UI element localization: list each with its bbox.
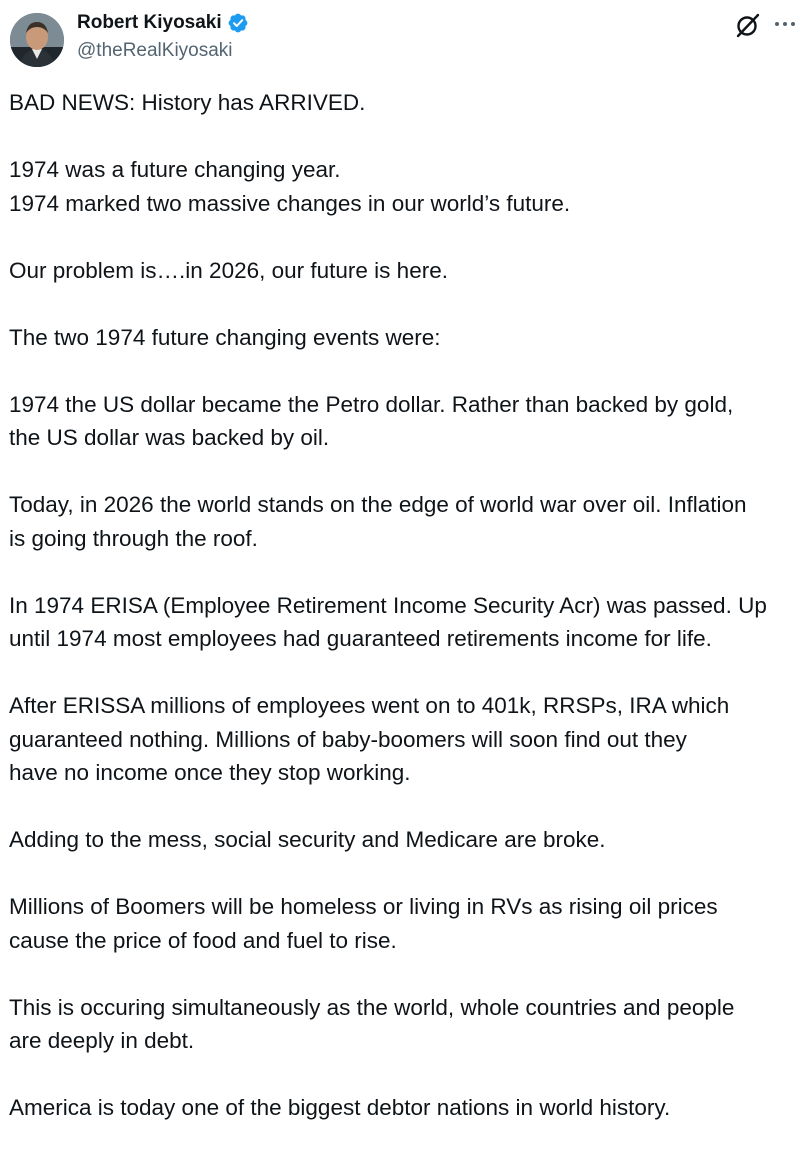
author-name-row (77, 9, 249, 37)
post-line: This is occuring simultaneously as the world, whole countries and people (9, 994, 735, 1020)
post-line: have no income once they stop working. (9, 760, 411, 785)
post-paragraph (9, 1091, 795, 1125)
author-display-name[interactable]: Robert Kiyosaki (77, 12, 222, 33)
verified-badge-icon (227, 12, 249, 34)
post-paragraph (9, 689, 795, 790)
post-line: 1974 the US dollar became the Petro dollar. Rather than backed by gold, (9, 391, 734, 417)
author-block (77, 9, 249, 64)
post-paragraph (9, 388, 795, 455)
post-line: Millions of Boomers will be homeless or living in RVs as rising oil prices (9, 894, 718, 919)
post-line: BAD NEWS: History has ARRIVED. (9, 90, 366, 115)
post-line: guaranteed nothing. Millions of baby-boomers will soon find out they (9, 726, 687, 752)
post-line: Today, in 2026 the world stands on the edge of world war over oil. Inflation (9, 492, 747, 517)
post-line: is going through the roof. (9, 525, 258, 551)
author-handle[interactable]: @theRealKiyosaki (77, 40, 233, 61)
post-line: The two 1974 future changing events were: (9, 324, 441, 350)
post-line: cause the price of food and fuel to rise. (9, 927, 397, 953)
post-paragraph (9, 254, 795, 288)
post-paragraph (9, 890, 795, 957)
post-paragraph (9, 488, 795, 555)
post-paragraph (9, 321, 795, 355)
post-paragraph (9, 823, 795, 857)
post-line: are deeply in debt. (9, 1028, 195, 1053)
post-paragraph (9, 153, 795, 220)
post-line: America is today one of the biggest debtor nations in world history. (9, 1095, 671, 1120)
post-line: the US dollar was backed by oil. (9, 425, 330, 450)
post-line: 1974 marked two massive changes in our world’s future. (9, 190, 571, 216)
post-header (0, 0, 800, 80)
post-text (9, 86, 795, 1158)
grok-icon[interactable] (734, 11, 762, 39)
more-horizontal-icon[interactable] (772, 13, 798, 35)
author-avatar[interactable] (10, 13, 64, 67)
post-paragraph (9, 991, 795, 1058)
post-line: In 1974 ERISA (Employee Retirement Income Security Acr) was passed. Up (9, 592, 767, 618)
post-line: Our problem is….in 2026, our future is here. (9, 257, 448, 283)
post-paragraph (9, 589, 795, 656)
post-paragraph (9, 86, 795, 120)
post-line: until 1974 most employees had guaranteed retirements income for life. (9, 626, 712, 651)
post-line: After ERISSA millions of employees went on to 401k, RRSPs, IRA which (9, 693, 730, 718)
avatar-photo (10, 13, 64, 67)
post-line: 1974 was a future changing year. (9, 157, 341, 182)
post-line: Adding to the mess, social security and Medicare are broke. (9, 827, 606, 852)
